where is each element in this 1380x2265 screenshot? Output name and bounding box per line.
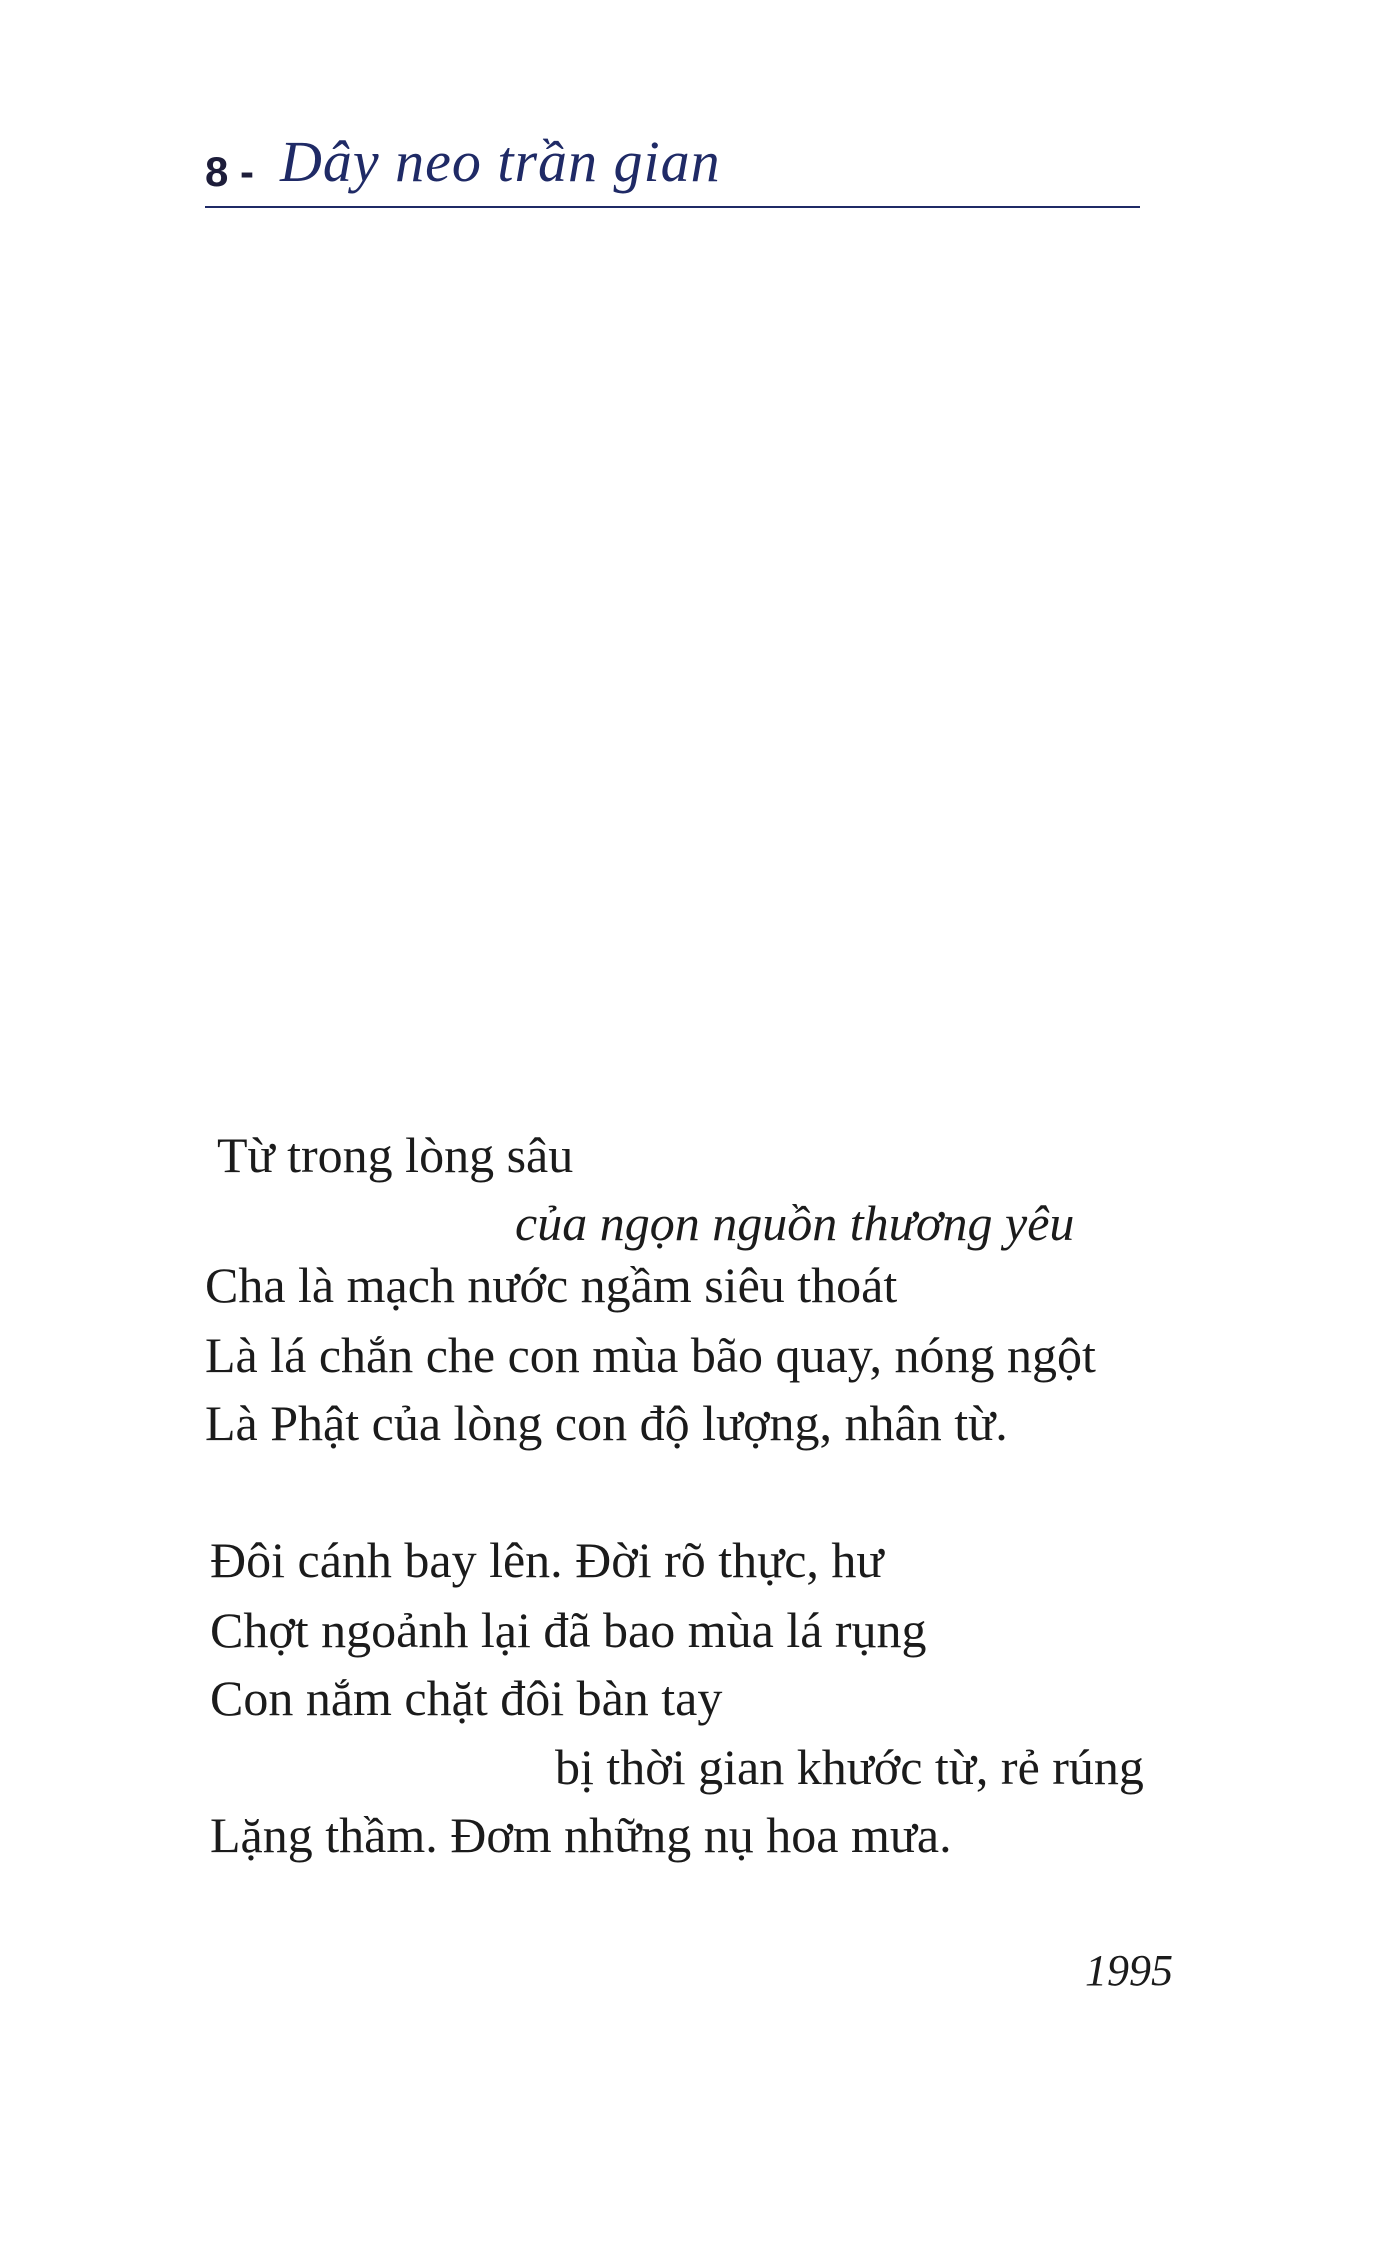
poem-line: Là Phật của lòng con độ lượng, nhân từ. [205,1395,1008,1451]
poem-line: Là lá chắn che con mùa bão quay, nóng ngột [205,1327,1096,1383]
poem-line: Con nắm chặt đôi bàn tay [210,1670,723,1726]
poem-line: Cha là mạch nước ngầm siêu thoát [205,1257,898,1313]
page-number: 8 - [205,148,255,195]
poem-line: Đôi cánh bay lên. Đời rõ thực, hư [210,1532,884,1588]
header-rule [205,206,1140,208]
poem-line: Lặng thầm. Đơm những nụ hoa mưa. [210,1807,952,1863]
book-title: Dây neo trần gian [280,129,721,194]
poem-line: của ngọn nguồn thương yêu [515,1195,1075,1251]
poem-line: Từ trong lòng sâu [217,1127,574,1183]
poem-year: 1995 [1085,1946,1173,1995]
running-header [205,128,1140,208]
poem-line: Chợt ngoảnh lại đã bao mùa lá rụng [210,1602,927,1658]
poem-line: bị thời gian khước từ, rẻ rúng [555,1739,1144,1795]
